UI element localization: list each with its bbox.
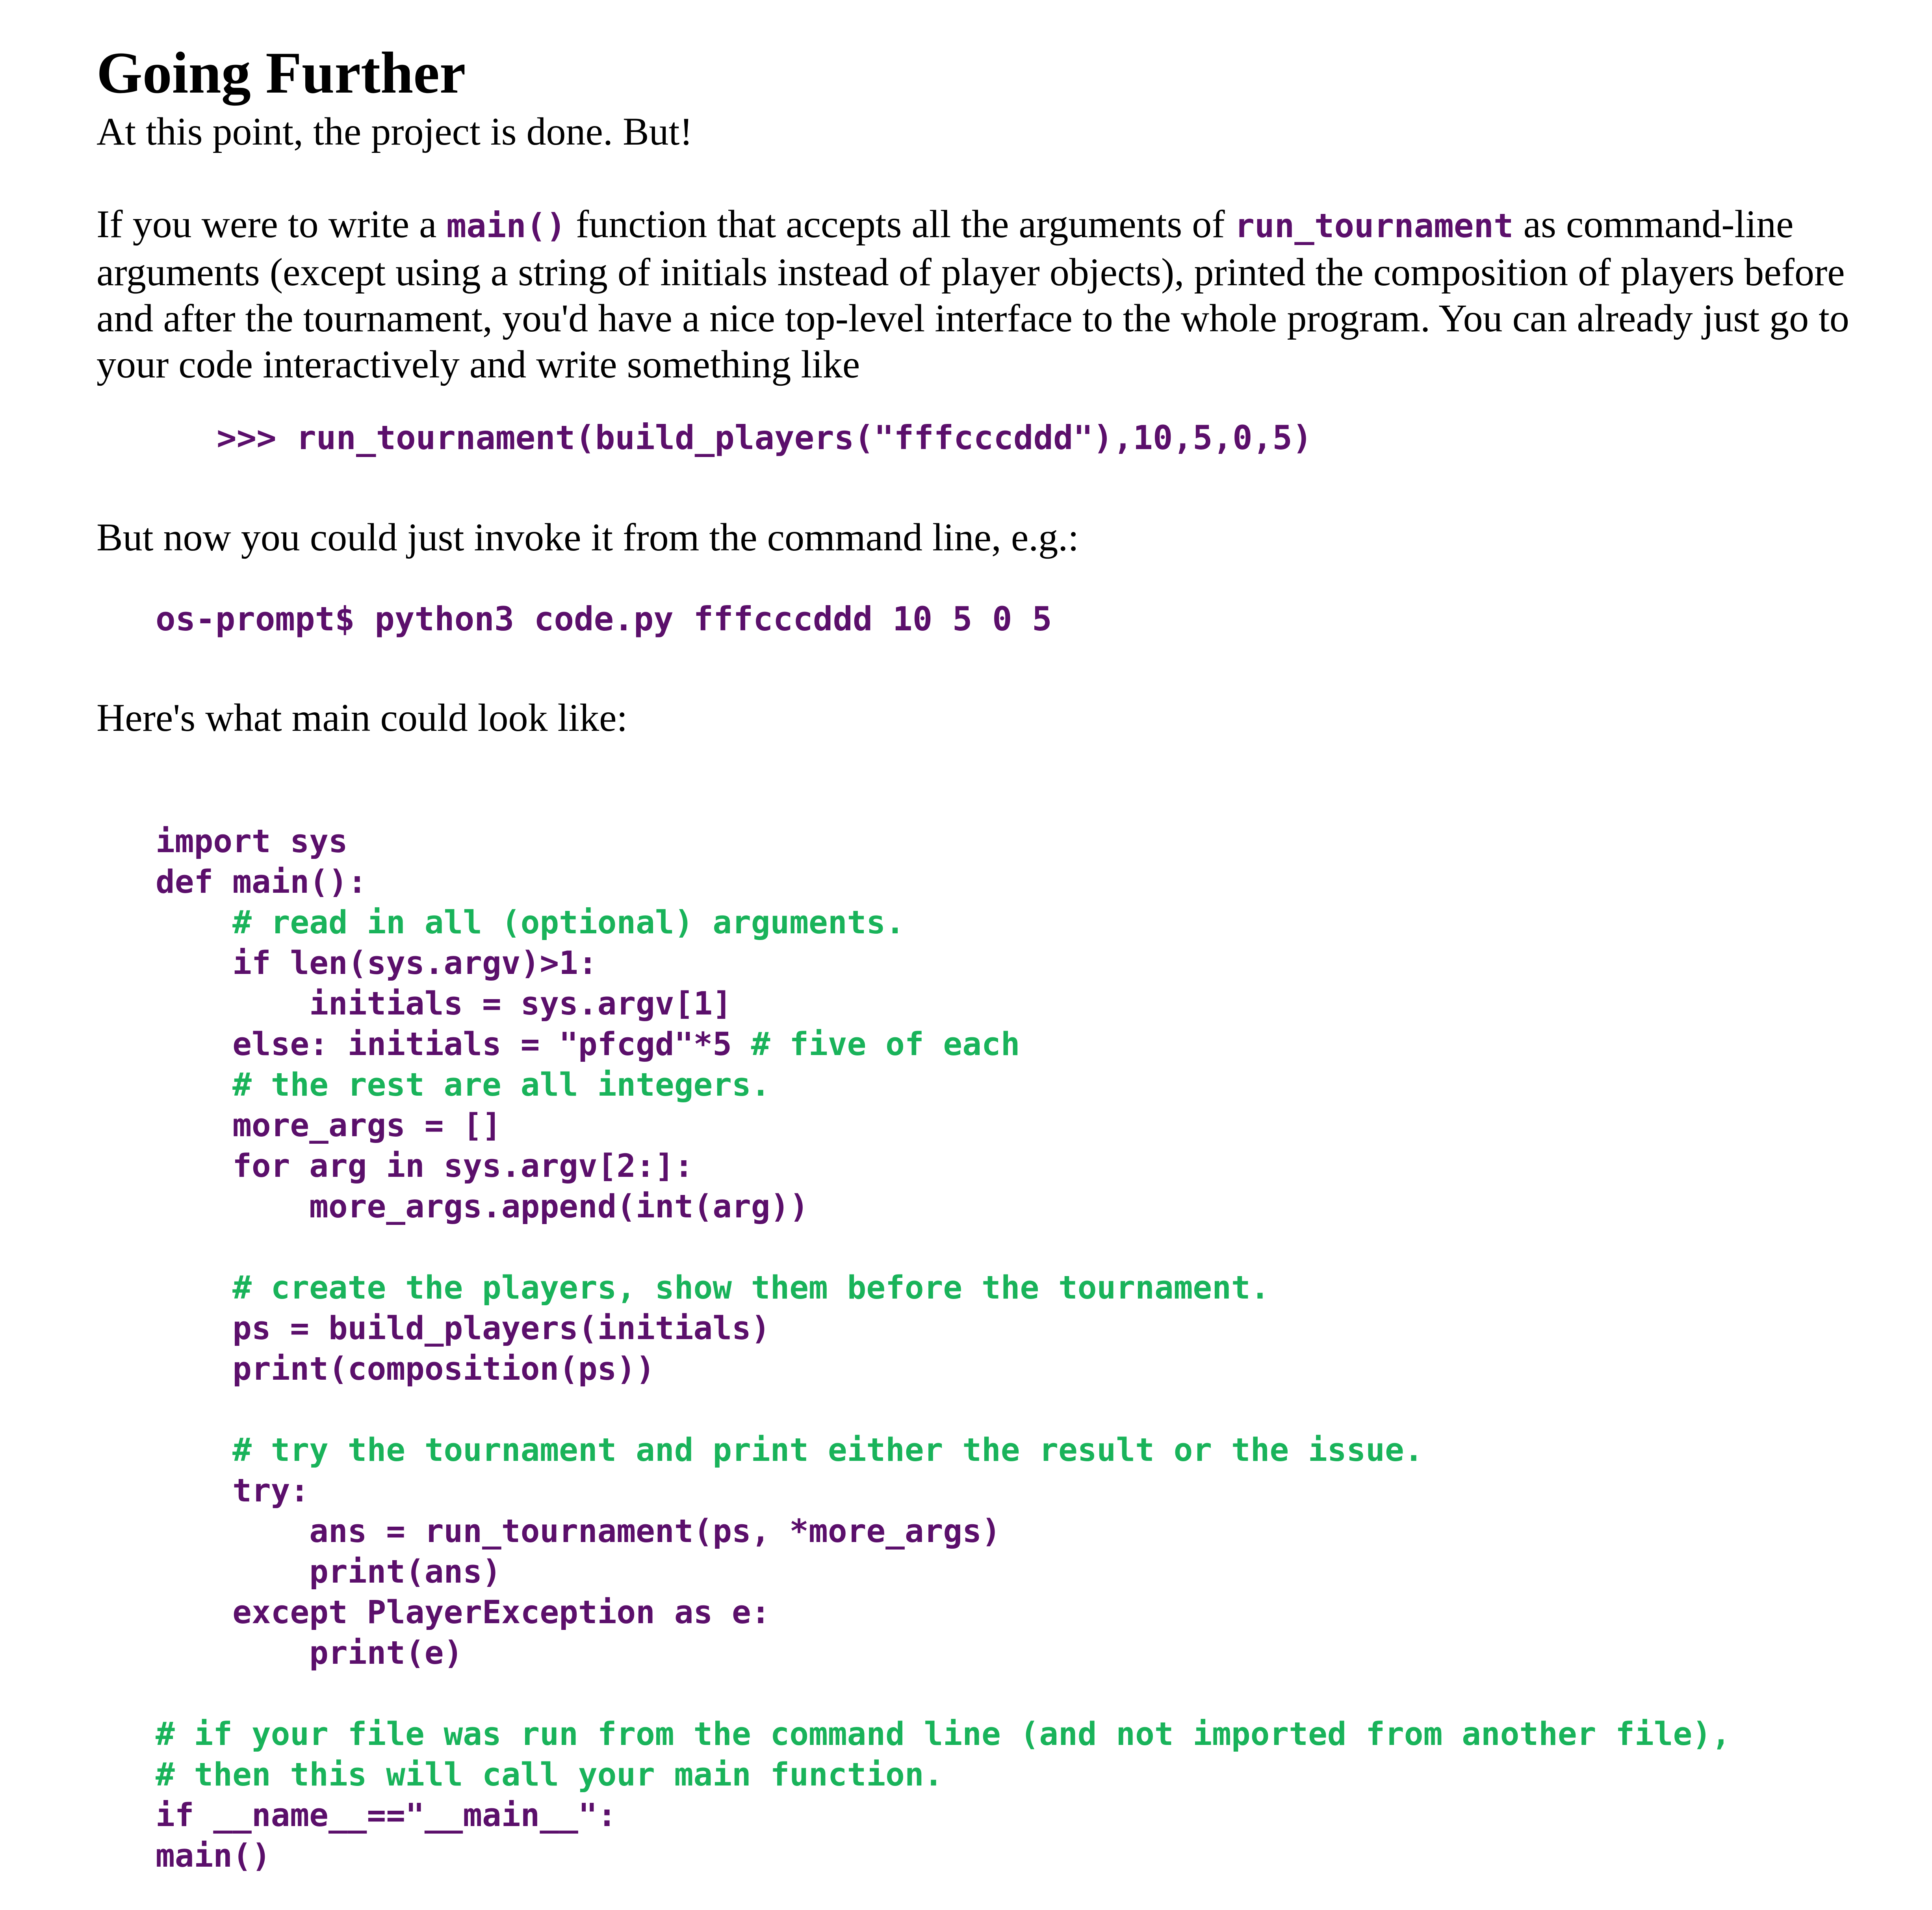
inline-code-main: main(): [446, 206, 566, 245]
code-line: [156, 943, 1731, 984]
code-line: [156, 1227, 1731, 1268]
code-indent: [156, 1310, 232, 1347]
code-indent: [156, 945, 232, 982]
description-line-3: and after the tournament, you'd have a nice top-level interface to the whole program. You can already just go to: [97, 296, 1849, 340]
code-indent: [156, 904, 232, 941]
code-indent: [156, 1269, 232, 1306]
code-text: except PlayerException as e:: [232, 1594, 770, 1631]
description-text: function that accepts all the arguments of: [566, 202, 1235, 246]
code-indent: [156, 1188, 309, 1225]
code-indent: [156, 1148, 232, 1185]
inline-code-run-tournament: run_tournament: [1234, 206, 1514, 245]
code-indent: [156, 1107, 232, 1144]
code-line: [156, 903, 1731, 943]
code-text: if len(sys.argv)>1:: [232, 945, 598, 982]
code-text: print(e): [309, 1635, 463, 1672]
code-line: [156, 1187, 1731, 1227]
code-text: initials = sys.argv[1]: [309, 985, 732, 1022]
code-text: if __name__=="__main__":: [156, 1797, 617, 1834]
code-line: [156, 1795, 1731, 1836]
code-text: print(composition(ps)): [232, 1351, 655, 1388]
code-line: [156, 1065, 1731, 1105]
code-indent: [156, 1513, 309, 1550]
command-line-example-code: os-prompt$ python3 code.py fffcccddd 10 5 0 5: [156, 600, 1052, 638]
code-text: more_args.append(int(arg)): [309, 1188, 809, 1225]
interactive-example-code: >>> run_tournament(build_players("fffcccddd"),10,5,0,5): [217, 418, 1312, 457]
code-text: more_args = []: [232, 1107, 501, 1144]
code-line: [156, 1308, 1731, 1349]
command-line-intro: But now you could just invoke it from the command line, e.g.:: [97, 515, 1079, 559]
code-indent: [156, 1594, 232, 1631]
code-comment: # the rest are all integers.: [232, 1066, 770, 1104]
code-line: [156, 1390, 1731, 1430]
code-line: [156, 1349, 1731, 1390]
code-line: [156, 1471, 1731, 1511]
code-text: else: initials = "pfcgd"*5: [232, 1026, 751, 1063]
main-intro: Here's what main could look like:: [97, 696, 628, 739]
code-line: [156, 821, 1731, 862]
code-comment: # five of each: [751, 1026, 1020, 1063]
code-line: [156, 1024, 1731, 1065]
code-indent: [156, 1026, 232, 1063]
code-text: ps = build_players(initials): [232, 1310, 770, 1347]
description-text: If you were to write a: [97, 202, 447, 246]
code-indent: [156, 1351, 232, 1388]
code-line: [156, 1755, 1731, 1795]
code-line: [156, 1511, 1731, 1552]
code-line: [156, 1633, 1731, 1674]
code-line: [156, 1714, 1731, 1755]
code-indent: [156, 1635, 309, 1672]
code-line: [156, 1146, 1731, 1187]
code-line: [156, 1552, 1731, 1592]
main-function-code-block: [156, 821, 1731, 1877]
code-line: [156, 1268, 1731, 1308]
intro-paragraph: At this point, the project is done. But!: [97, 110, 693, 153]
section-heading: Going Further: [97, 40, 466, 106]
code-indent: [156, 1472, 232, 1509]
code-text: for arg in sys.argv[2:]:: [232, 1148, 694, 1185]
code-text: print(ans): [309, 1553, 501, 1590]
code-text: try:: [232, 1472, 310, 1509]
code-line: [156, 1674, 1731, 1714]
description-paragraph: [97, 201, 1849, 387]
code-comment: # read in all (optional) arguments.: [232, 904, 905, 941]
code-comment: # create the players, show them before the tournament.: [232, 1269, 1270, 1306]
code-indent: [156, 1066, 232, 1104]
code-text: main(): [156, 1838, 271, 1875]
code-comment: # try the tournament and print either the result or the issue.: [232, 1432, 1423, 1469]
description-line-2: arguments (except using a string of initials instead of player objects), printed the composition of players before: [97, 250, 1845, 294]
code-indent: [156, 1553, 309, 1590]
description-text: as command-line: [1513, 202, 1794, 246]
code-comment: # then this will call your main function.: [156, 1756, 943, 1793]
code-line: [156, 1430, 1731, 1471]
code-line: [156, 1105, 1731, 1146]
code-line: [156, 1592, 1731, 1633]
code-comment: # if your file was run from the command line (and not imported from another file),: [156, 1716, 1731, 1753]
code-indent: [156, 1432, 232, 1469]
description-line-1: [97, 201, 1849, 249]
code-line: [156, 984, 1731, 1024]
code-text: ans = run_tournament(ps, *more_args): [309, 1513, 1001, 1550]
code-text: def main():: [156, 864, 367, 901]
code-line: [156, 1836, 1731, 1877]
code-text: import sys: [156, 823, 348, 860]
code-indent: [156, 985, 309, 1022]
description-line-4: your code interactively and write something like: [97, 342, 860, 386]
code-line: [156, 862, 1731, 903]
